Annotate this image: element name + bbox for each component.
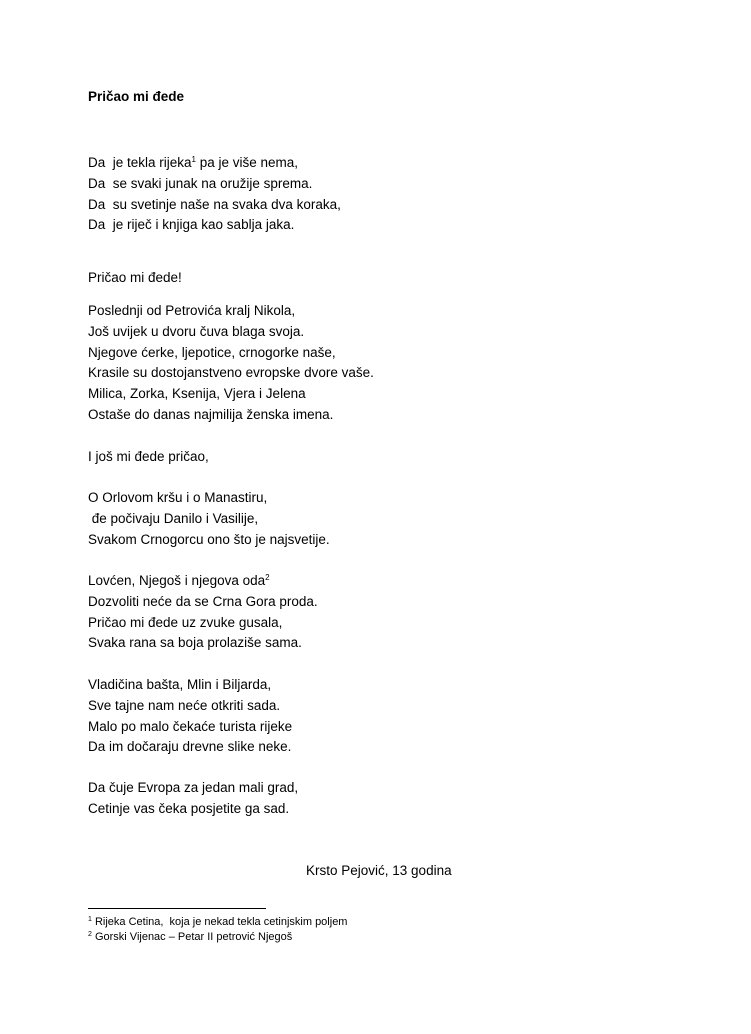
stanza-3 [88, 301, 374, 426]
poem-line: I još mi đede pričao, [88, 449, 209, 464]
poem-line: Ostaše do danas najmilija ženska imena. [88, 406, 334, 422]
poem-line: Da je riječ i knjiga kao sablja jaka. [88, 217, 295, 233]
footnote-2 [88, 930, 292, 944]
poem-line: Malo po malo čekaće turista rijeke [88, 718, 293, 734]
poem-line: Pričao mi đede uz zvuke gusala, [88, 614, 283, 630]
footnote-text: Gorski Vijenac – Petar II petrović Njegoš [91, 931, 293, 943]
footnote-text: Rijeka Cetina, koja je nekad tekla cetinjskim poljem [91, 916, 348, 928]
line-text: Lovćen, Njegoš i njegova oda [88, 573, 266, 588]
footnote-number: 1 [88, 916, 92, 923]
poem-line: đe počivaju Danilo i Vasilije, [88, 510, 259, 526]
footnote-divider [88, 908, 266, 909]
line-text: Da je tekla rijeka [88, 155, 192, 170]
poem-line: Svakom Crnogorcu ono što je najsvetije. [88, 531, 330, 547]
poem-line: Vladičina bašta, Mlin i Biljarda, [88, 677, 272, 692]
poem-line: Da se svaki junak na oružije sprema. [88, 175, 313, 191]
stanza-6 [88, 571, 318, 654]
poem-title: Pričao mi đede [88, 89, 185, 104]
poem-line: Njegove ćerke, ljepotice, crnogorke naše, [88, 344, 336, 360]
stanza-4 [88, 447, 209, 468]
author-signature: Krsto Pejović, 13 godina [306, 863, 452, 878]
poem-line: O Orlovom kršu i o Manastiru, [88, 490, 268, 505]
poem-line: Da im dočaraju drevne slike neke. [88, 739, 292, 755]
footnote-1 [88, 915, 347, 929]
poem-line [88, 153, 341, 174]
stanza-5 [88, 488, 330, 550]
poem-line [88, 571, 318, 592]
poem-line: Poslednji od Petrovića kralj Nikola, [88, 303, 296, 318]
footnote-number: 2 [88, 931, 92, 938]
poem-line: Krasile su dostojanstveno evropske dvore vaše. [88, 365, 374, 381]
footnote-ref-2: 2 [265, 573, 270, 582]
poem-line: Da su svetinje naše na svaka dva koraka, [88, 196, 341, 212]
stanza-1 [88, 153, 341, 236]
line-text-tail: pa je više nema, [196, 155, 299, 170]
poem-line: Milica, Zorka, Ksenija, Vjera i Jelena [88, 386, 306, 402]
poem-line: Sve tajne nam neće otkriti sada. [88, 697, 281, 713]
poem-line: Da čuje Evropa za jedan mali grad, [88, 780, 299, 795]
poem-line: Još uvijek u dvoru čuva blaga svoja. [88, 323, 305, 339]
poem-line: Cetinje vas čeka posjetite ga sad. [88, 800, 290, 816]
poem-line: Dozvoliti neće da se Crna Gora proda. [88, 593, 318, 609]
poem-line: Pričao mi đede! [88, 270, 182, 285]
stanza-7 [88, 675, 292, 758]
footnote-ref-1: 1 [191, 155, 196, 164]
poem-line: Svaka rana sa boja prolaziše sama. [88, 635, 302, 651]
stanza-2 [88, 268, 182, 289]
stanza-8 [88, 778, 298, 820]
